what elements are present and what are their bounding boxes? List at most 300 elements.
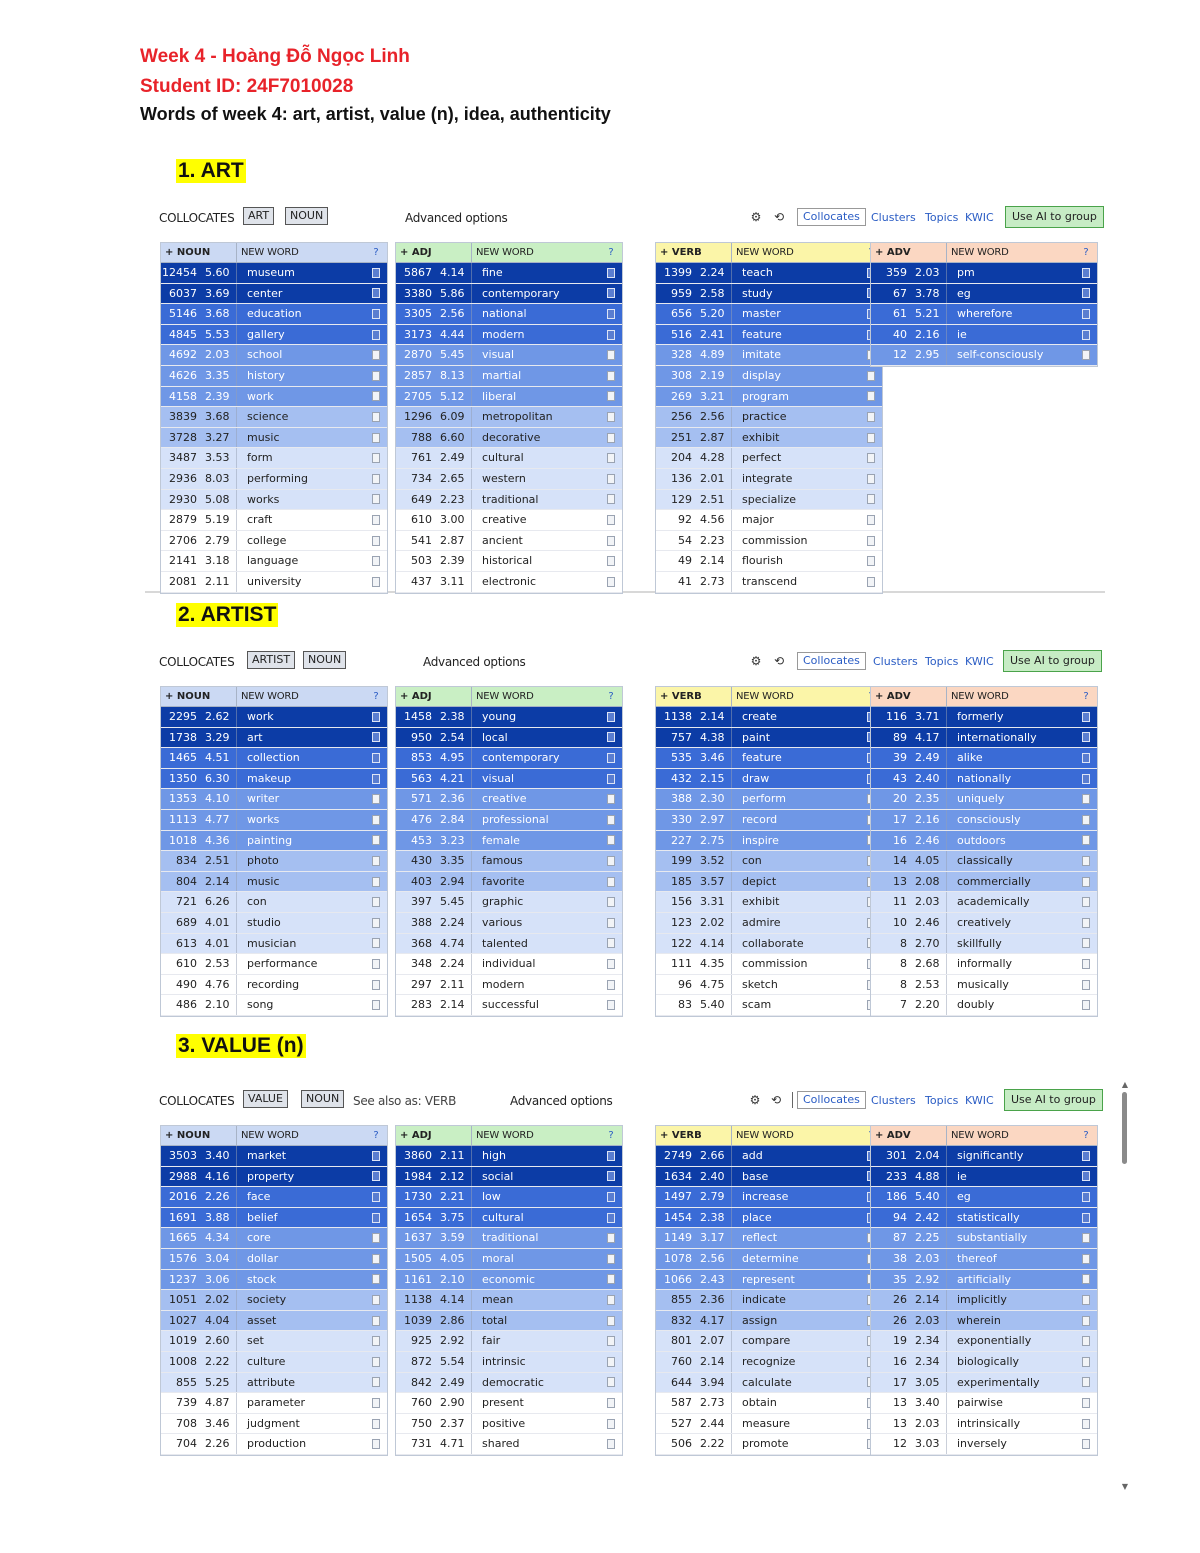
collocate-word[interactable]: cultural [482,451,524,465]
collocate-word[interactable]: experimentally [957,1375,1040,1389]
context-icon[interactable] [860,387,882,407]
table-row[interactable] [396,707,622,728]
context-icon[interactable] [600,975,622,995]
pos-button[interactable]: NOUN [285,207,328,225]
word-button[interactable]: ART [243,207,274,225]
table-row[interactable] [396,1249,622,1270]
pos-button[interactable]: NOUN [303,651,346,669]
collocate-word[interactable]: music [247,430,280,444]
pos-column-header[interactable]: + NOUN [161,687,237,706]
table-row[interactable] [656,448,882,469]
tab-clusters[interactable]: Clusters [873,655,918,668]
context-icon[interactable] [860,469,882,489]
collocate-word[interactable]: artificially [957,1272,1012,1286]
collocate-word[interactable]: fine [482,266,503,279]
table-row[interactable] [396,1434,622,1455]
table-row[interactable] [396,892,622,913]
advanced-options-link[interactable]: Advanced options [510,1094,613,1108]
table-row[interactable] [161,387,387,408]
collocate-word[interactable]: works [247,492,280,506]
context-icon[interactable] [600,748,622,768]
table-row[interactable] [871,1187,1097,1208]
table-row[interactable] [396,975,622,996]
table-row[interactable] [871,1311,1097,1332]
context-icon[interactable] [1075,892,1097,912]
context-icon[interactable] [1075,263,1097,283]
context-icon[interactable] [1075,1167,1097,1187]
pos-button[interactable]: NOUN [301,1090,344,1108]
table-row[interactable] [656,975,882,996]
context-icon[interactable] [365,304,387,324]
context-icon[interactable] [600,448,622,468]
context-icon[interactable] [600,551,622,571]
collocate-word[interactable]: core [247,1231,271,1245]
table-row[interactable] [396,1208,622,1229]
collocate-word[interactable]: high [482,1149,506,1162]
collocate-word[interactable]: science [247,410,289,424]
table-row[interactable] [396,954,622,975]
collocate-word[interactable]: internationally [957,730,1037,744]
collocate-word[interactable]: substantially [957,1231,1028,1245]
scroll-down-icon[interactable]: ▼ [1121,1482,1129,1491]
table-row[interactable] [656,851,882,872]
context-icon[interactable] [600,469,622,489]
table-row[interactable] [396,469,622,490]
context-icon[interactable] [1075,1270,1097,1290]
table-row[interactable] [871,1167,1097,1188]
context-icon[interactable] [860,551,882,571]
table-row[interactable] [871,1208,1097,1229]
collocate-word[interactable]: property [247,1169,295,1183]
context-icon[interactable] [365,1249,387,1269]
table-row[interactable] [161,366,387,387]
context-icon[interactable] [1075,810,1097,830]
table-row[interactable] [161,448,387,469]
table-row[interactable] [396,1146,622,1167]
collocate-word[interactable]: positive [482,1416,526,1430]
table-row[interactable] [396,810,622,831]
collocate-word[interactable]: work [247,389,274,403]
table-row[interactable] [161,892,387,913]
context-icon[interactable] [600,1331,622,1351]
table-row[interactable] [161,995,387,1016]
collocate-word[interactable]: integrate [742,471,793,485]
collocate-word[interactable]: eg [957,1190,971,1204]
context-icon[interactable] [600,572,622,592]
table-row[interactable] [871,934,1097,955]
collocate-word[interactable]: indicate [742,1293,786,1307]
collocate-word[interactable]: creatively [957,915,1012,929]
context-icon[interactable] [1075,975,1097,995]
collocate-word[interactable]: classically [957,854,1013,868]
collocate-word[interactable]: craft [247,513,273,527]
table-row[interactable] [396,1393,622,1414]
context-icon[interactable] [600,1352,622,1372]
context-icon[interactable] [1075,789,1097,809]
context-icon[interactable] [365,366,387,386]
table-row[interactable] [656,1373,882,1394]
context-icon[interactable] [365,1434,387,1454]
context-icon[interactable] [860,366,882,386]
table-row[interactable] [656,1393,882,1414]
table-row[interactable] [396,531,622,552]
context-icon[interactable] [365,769,387,789]
table-row[interactable] [656,892,882,913]
context-icon[interactable] [600,407,622,427]
collocate-word[interactable]: set [247,1334,264,1348]
collocate-word[interactable]: writer [247,792,280,806]
pos-column-header[interactable]: + NOUN [161,243,237,262]
context-icon[interactable] [365,851,387,871]
context-icon[interactable] [365,1393,387,1413]
collocate-word[interactable]: professional [482,812,549,826]
collocate-word[interactable]: formerly [957,710,1004,723]
table-row[interactable] [396,263,622,284]
table-row[interactable] [871,263,1097,284]
table-row[interactable] [656,1434,882,1455]
context-icon[interactable] [365,1373,387,1393]
collocate-word[interactable]: recognize [742,1354,796,1368]
collocate-word[interactable]: promote [742,1437,789,1451]
collocate-word[interactable]: ie [957,1169,967,1183]
collocate-word[interactable]: doubly [957,998,995,1012]
collocate-word[interactable]: intrinsically [957,1416,1021,1430]
context-icon[interactable] [365,325,387,345]
context-icon[interactable] [1075,1187,1097,1207]
collocate-word[interactable]: visual [482,771,515,785]
table-row[interactable] [396,407,622,428]
collocate-word[interactable]: sketch [742,977,778,991]
context-icon[interactable] [1075,995,1097,1015]
collocate-word[interactable]: imitate [742,348,781,362]
collocate-word[interactable]: place [742,1210,772,1224]
collocate-word[interactable]: young [482,710,517,723]
collocate-word[interactable]: talented [482,936,528,950]
table-row[interactable] [656,1208,882,1229]
collocate-word[interactable]: liberal [482,389,517,403]
collocate-word[interactable]: judgment [247,1416,300,1430]
collocate-word[interactable]: assign [742,1313,778,1327]
table-row[interactable] [161,1167,387,1188]
collocate-word[interactable]: painting [247,833,293,847]
scrollbar-thumb[interactable] [1122,1092,1127,1164]
context-icon[interactable] [365,1208,387,1228]
table-row[interactable] [396,748,622,769]
context-icon[interactable] [365,284,387,304]
new-word-column-header[interactable]: NEW WORD [476,247,534,258]
context-icon[interactable] [600,913,622,933]
table-row[interactable] [161,975,387,996]
table-row[interactable] [161,284,387,305]
help-icon[interactable]: ? [373,1130,379,1141]
context-icon[interactable] [365,1270,387,1290]
collocate-word[interactable]: musician [247,936,297,950]
table-row[interactable] [161,510,387,531]
table-row[interactable] [871,1249,1097,1270]
context-icon[interactable] [365,1331,387,1351]
context-icon[interactable] [1075,1208,1097,1228]
table-row[interactable] [161,789,387,810]
context-icon[interactable] [600,263,622,283]
table-row[interactable] [871,1434,1097,1455]
context-icon[interactable] [1075,1228,1097,1248]
table-row[interactable] [656,551,882,572]
table-row[interactable] [396,1331,622,1352]
table-row[interactable] [871,1270,1097,1291]
context-icon[interactable] [365,551,387,571]
table-row[interactable] [871,304,1097,325]
collocate-word[interactable]: center [247,286,283,300]
tab-clusters[interactable]: Clusters [871,211,916,224]
collocate-word[interactable]: performing [247,471,308,485]
scroll-up-icon[interactable]: ▲ [1121,1080,1129,1089]
collocate-word[interactable]: con [742,854,762,868]
table-row[interactable] [871,810,1097,831]
context-icon[interactable] [1075,728,1097,748]
table-row[interactable] [161,1311,387,1332]
table-row[interactable] [656,831,882,852]
collocate-word[interactable]: feature [742,751,782,765]
table-row[interactable] [656,345,882,366]
table-row[interactable] [871,325,1097,346]
table-row[interactable] [396,304,622,325]
collocate-word[interactable]: collection [247,751,300,765]
help-icon[interactable]: ? [1083,1130,1089,1141]
collocate-word[interactable]: transcend [742,574,798,588]
collocate-word[interactable]: present [482,1396,524,1410]
context-icon[interactable] [1075,851,1097,871]
new-word-column-header[interactable]: NEW WORD [241,247,299,258]
collocate-word[interactable]: record [742,812,778,826]
collocate-word[interactable]: paint [742,730,771,744]
context-icon[interactable] [860,490,882,510]
collocate-word[interactable]: total [482,1313,508,1327]
collocate-word[interactable]: ancient [482,533,523,547]
collocate-word[interactable]: language [247,554,299,568]
table-row[interactable] [161,1331,387,1352]
collocate-word[interactable]: local [482,730,508,744]
context-icon[interactable] [1075,954,1097,974]
table-row[interactable] [871,707,1097,728]
table-row[interactable] [656,1146,882,1167]
history-icon[interactable]: ⟲ [773,654,785,668]
table-row[interactable] [871,995,1097,1016]
word-button[interactable]: ARTIST [247,651,295,669]
context-icon[interactable] [600,1167,622,1187]
table-row[interactable] [656,934,882,955]
collocate-word[interactable]: parameter [247,1396,306,1410]
collocate-word[interactable]: create [742,710,777,723]
context-icon[interactable] [600,789,622,809]
pos-column-header[interactable]: + ADV [871,1126,947,1145]
collocate-word[interactable]: study [742,286,773,300]
context-icon[interactable] [1075,325,1097,345]
context-icon[interactable] [365,1290,387,1310]
context-icon[interactable] [600,345,622,365]
collocate-word[interactable]: skillfully [957,936,1002,950]
table-row[interactable] [656,728,882,749]
table-row[interactable] [871,892,1097,913]
table-row[interactable] [656,572,882,593]
table-row[interactable] [161,551,387,572]
context-icon[interactable] [1075,872,1097,892]
context-icon[interactable] [600,728,622,748]
context-icon[interactable] [600,1228,622,1248]
table-row[interactable] [161,1352,387,1373]
table-row[interactable] [656,1167,882,1188]
context-icon[interactable] [860,428,882,448]
table-row[interactable] [871,1414,1097,1435]
context-icon[interactable] [600,284,622,304]
context-icon[interactable] [1075,748,1097,768]
collocate-word[interactable]: electronic [482,574,537,588]
collocate-word[interactable]: pairwise [957,1396,1003,1410]
table-row[interactable] [871,1146,1097,1167]
table-row[interactable] [656,1414,882,1435]
new-word-column-header[interactable]: NEW WORD [951,1130,1009,1141]
table-row[interactable] [396,510,622,531]
context-icon[interactable] [600,1373,622,1393]
collocate-word[interactable]: makeup [247,771,292,785]
table-row[interactable] [161,1146,387,1167]
context-icon[interactable] [365,1311,387,1331]
table-row[interactable] [871,345,1097,366]
collocate-word[interactable]: college [247,533,287,547]
collocate-word[interactable]: feature [742,327,782,341]
collocate-word[interactable]: performance [247,957,318,971]
table-row[interactable] [656,490,882,511]
table-row[interactable] [161,810,387,831]
context-icon[interactable] [1075,1414,1097,1434]
context-icon[interactable] [1075,345,1097,365]
context-icon[interactable] [600,1290,622,1310]
use-ai-to-group-button[interactable]: Use AI to group [1004,1089,1103,1111]
collocate-word[interactable]: wherefore [957,307,1013,321]
table-row[interactable] [396,490,622,511]
table-row[interactable] [871,954,1097,975]
collocate-word[interactable]: belief [247,1210,278,1224]
collocate-word[interactable]: perfect [742,451,782,465]
context-icon[interactable] [365,913,387,933]
collocate-word[interactable]: exponentially [957,1334,1032,1348]
collocate-word[interactable]: work [247,710,274,723]
new-word-column-header[interactable]: NEW WORD [736,691,794,702]
table-row[interactable] [871,1393,1097,1414]
collocate-word[interactable]: determine [742,1251,799,1265]
table-row[interactable] [396,872,622,893]
pos-column-header[interactable]: + ADJ [396,687,472,706]
context-icon[interactable] [600,954,622,974]
collocate-word[interactable]: western [482,471,526,485]
table-row[interactable] [161,1290,387,1311]
collocate-word[interactable]: flourish [742,554,783,568]
table-row[interactable] [161,913,387,934]
collocate-word[interactable]: measure [742,1416,790,1430]
table-row[interactable] [871,851,1097,872]
help-icon[interactable]: ? [608,1130,614,1141]
context-icon[interactable] [365,469,387,489]
collocate-word[interactable]: nationally [957,771,1012,785]
table-row[interactable] [396,728,622,749]
collocate-word[interactable]: alike [957,751,983,765]
new-word-column-header[interactable]: NEW WORD [736,1130,794,1141]
context-icon[interactable] [600,1187,622,1207]
table-row[interactable] [161,1187,387,1208]
context-icon[interactable] [365,1167,387,1187]
context-icon[interactable] [365,510,387,530]
table-row[interactable] [161,934,387,955]
collocate-word[interactable]: add [742,1149,763,1162]
table-row[interactable] [161,1249,387,1270]
context-icon[interactable] [365,707,387,727]
collocate-word[interactable]: creative [482,513,527,527]
table-row[interactable] [656,469,882,490]
pos-column-header[interactable]: + ADV [871,243,947,262]
collocate-word[interactable]: art [247,730,263,744]
context-icon[interactable] [1075,284,1097,304]
table-row[interactable] [656,387,882,408]
collocate-word[interactable]: represent [742,1272,795,1286]
table-row[interactable] [161,304,387,325]
context-icon[interactable] [1075,707,1097,727]
table-row[interactable] [161,325,387,346]
context-icon[interactable] [1075,1331,1097,1351]
history-icon[interactable]: ⟲ [770,1093,782,1107]
table-row[interactable] [871,1228,1097,1249]
context-icon[interactable] [1075,1352,1097,1372]
table-row[interactable] [656,872,882,893]
help-icon[interactable]: ? [1083,247,1089,258]
context-icon[interactable] [365,748,387,768]
context-icon[interactable] [365,1228,387,1248]
collocate-word[interactable]: fair [482,1334,501,1348]
table-row[interactable] [871,872,1097,893]
collocate-word[interactable]: gallery [247,327,285,341]
collocate-word[interactable]: musically [957,977,1009,991]
collocate-word[interactable]: commission [742,957,808,971]
help-icon[interactable]: ? [1083,691,1089,702]
collocate-word[interactable]: various [482,915,523,929]
collocate-word[interactable]: attribute [247,1375,295,1389]
collocate-word[interactable]: base [742,1169,769,1183]
collocate-word[interactable]: con [247,895,267,909]
table-row[interactable] [871,975,1097,996]
new-word-column-header[interactable]: NEW WORD [476,691,534,702]
collocate-word[interactable]: school [247,348,283,362]
table-row[interactable] [161,1228,387,1249]
pos-column-header[interactable]: + VERB [656,687,732,706]
collocate-word[interactable]: specialize [742,492,796,506]
table-row[interactable] [396,913,622,934]
collocate-word[interactable]: stock [247,1272,277,1286]
collocate-word[interactable]: decorative [482,430,541,444]
tab-topics[interactable]: Topics [925,211,959,224]
context-icon[interactable] [365,975,387,995]
collocate-word[interactable]: commercially [957,874,1031,888]
context-icon[interactable] [365,995,387,1015]
tab-collocates[interactable]: Collocates [797,1091,866,1109]
table-row[interactable] [396,1228,622,1249]
context-icon[interactable] [600,1270,622,1290]
table-row[interactable] [161,1414,387,1435]
context-icon[interactable] [365,448,387,468]
context-icon[interactable] [600,769,622,789]
tab-collocates[interactable]: Collocates [797,208,866,226]
pos-column-header[interactable]: + ADJ [396,1126,472,1145]
collocate-word[interactable]: master [742,307,781,321]
collocate-word[interactable]: university [247,574,302,588]
collocate-word[interactable]: contemporary [482,286,560,300]
